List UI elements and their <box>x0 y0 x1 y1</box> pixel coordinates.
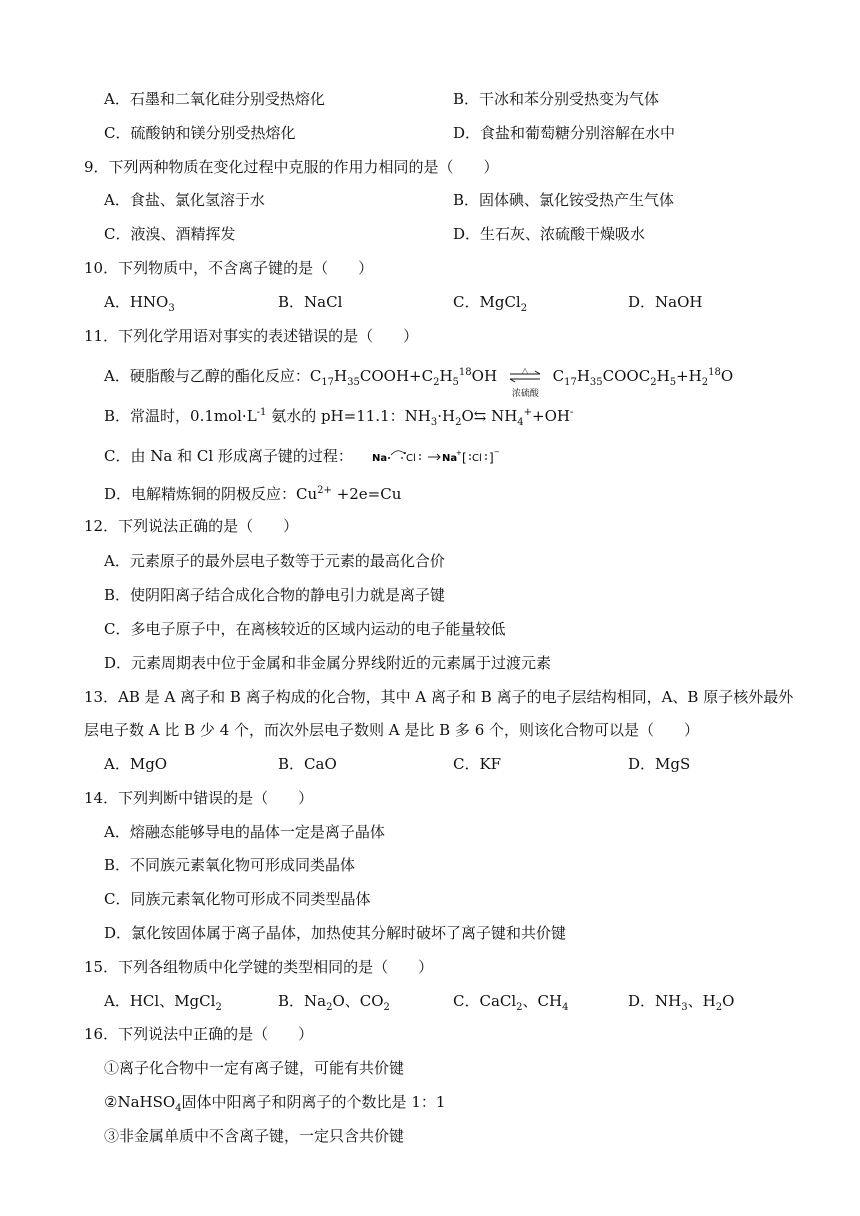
q11-stem: 11．下列化学用语对事实的表述错误的是（ ） <box>84 327 419 345</box>
q9-option-c: C．液溴、酒精挥发 <box>104 225 236 243</box>
q11-option-b: B．常温时，$0.1mol\cdot L^{-1}$ 氨水的 pH=11.1：$NH_3\cdot H_2O⇆$ $NH_4^++OH^-$ <box>104 407 574 428</box>
svg-text:[: [ <box>461 451 467 465</box>
q8-option-a: A．石墨和二氧化硅分别受热熔化 <box>104 90 325 108</box>
q9-stem: 9．下列两种物质在变化过程中克服的作用力相同的是（ ） <box>84 158 499 176</box>
q16-statement-2: ②NaHSO$_4$固体中阳离子和阴离子的个数比是 1：1 <box>104 1093 446 1114</box>
q14-option-b: B．不同族元素氧化物可形成同类晶体 <box>104 856 356 874</box>
q9-option-a: A．食盐、氯化氢溶于水 <box>104 191 265 209</box>
q12-stem: 12．下列说法正确的是（ ） <box>84 517 299 535</box>
q15-option-d: D．$NH_3$、$H_2O$ <box>628 992 735 1013</box>
q16-statement-3: ③非金属单质中不含离子键，一定只含共价键 <box>104 1127 405 1145</box>
q16-statement-1: ①离子化合物中一定有离子键，可能有共价键 <box>104 1059 405 1077</box>
q13-option-b: B．CaO <box>278 755 337 773</box>
q10-option-b: B．NaCl <box>278 293 343 311</box>
svg-text:+: + <box>455 449 462 457</box>
q14-stem: 14．下列判断中错误的是（ ） <box>84 789 314 807</box>
q14-option-a: A．熔融态能够导电的晶体一定是离子晶体 <box>104 823 385 841</box>
q10-option-a: A．$HNO_3$ <box>104 293 175 314</box>
svg-text:−: − <box>493 448 500 456</box>
q12-option-b: B．使阴阳离子结合成化合物的静电引力就是离子键 <box>104 586 446 604</box>
q10-option-c: C．MgCl$_2$ <box>453 293 528 314</box>
q11-option-a: A．硬脂酸与乙醇的酯化反应：$C_{17}H_{35}COOH+C_2H_5^{18}OH$ △ 浓硫酸 $C_{17}H_{35}COOC_2H_5+H_2^{18}O$ <box>104 366 734 399</box>
svg-text:Cl: Cl <box>471 453 482 464</box>
q11-option-d: D．电解精炼铜的阴极反应：$Cu^{2+} +2e=Cu$ <box>104 485 402 503</box>
q12-option-c: C．多电子原子中，在离核较近的区域内运动的电子能量较低 <box>104 620 506 638</box>
q8-option-d: D．食盐和葡萄糖分别溶解在水中 <box>453 124 676 142</box>
q8-option-b: B．干冰和苯分别受热变为气体 <box>453 90 660 108</box>
q12-option-a: A．元素原子的最外层电子数等于元素的最高化合价 <box>104 552 445 570</box>
electron-transfer-diagram-icon <box>372 446 512 468</box>
q12-option-d: D．元素周期表中位于金属和非金属分界线附近的元素属于过渡元素 <box>104 654 552 672</box>
svg-text:]: ] <box>488 451 494 465</box>
q15-stem: 15．下列各组物质中化学键的类型相同的是（ ） <box>84 958 434 976</box>
q10-option-d: D．NaOH <box>628 293 703 311</box>
q13-stem-line1: 13．AB 是 A 离子和 B 离子构成的化合物，其中 A 离子和 B 离子的电子层结构相同，A、B 原子核外最外 <box>84 688 794 706</box>
q13-option-a: A．MgO <box>104 755 168 773</box>
reversible-arrow-icon: △ 浓硫酸 <box>511 366 539 399</box>
q10-stem: 10．下列物质中，不含离子键的是（ ） <box>84 259 374 277</box>
svg-text:Na: Na <box>371 453 387 464</box>
svg-text:Cl: Cl <box>405 453 416 464</box>
q14-option-c: C．同族元素氧化物可形成不同类型晶体 <box>104 890 371 908</box>
q8-option-c: C．硫酸钠和镁分别受热熔化 <box>104 124 296 142</box>
q15-option-b: B．$Na_2O$、$CO_2$ <box>278 992 390 1013</box>
q9-option-b: B．固体碘、氯化铵受热产生气体 <box>453 191 675 209</box>
q9-option-d: D．生石灰、浓硫酸干燥吸水 <box>453 225 646 243</box>
q13-option-c: C．KF <box>453 755 502 773</box>
q15-option-c: C．CaCl$_2$、$CH_4$ <box>453 992 569 1013</box>
q11-option-c: C．由 Na 和 Cl 形成离子键的过程： Na Cl Na + [ Cl ] − <box>104 446 512 468</box>
q14-option-d: D．氯化铵固体属于离子晶体，加热使其分解时破坏了离子键和共价键 <box>104 924 567 942</box>
q15-option-a: A．HCl、MgCl$_2$ <box>104 992 222 1013</box>
q16-stem: 16．下列说法中正确的是（ ） <box>84 1025 314 1043</box>
q13-option-d: D．MgS <box>628 755 691 773</box>
svg-text:Na: Na <box>441 453 457 464</box>
q13-stem-line2: 层电子数 A 比 B 少 4 个，而次外层电子数则 A 是比 B 多 6 个，则该化合物可以是（ ） <box>84 721 700 739</box>
